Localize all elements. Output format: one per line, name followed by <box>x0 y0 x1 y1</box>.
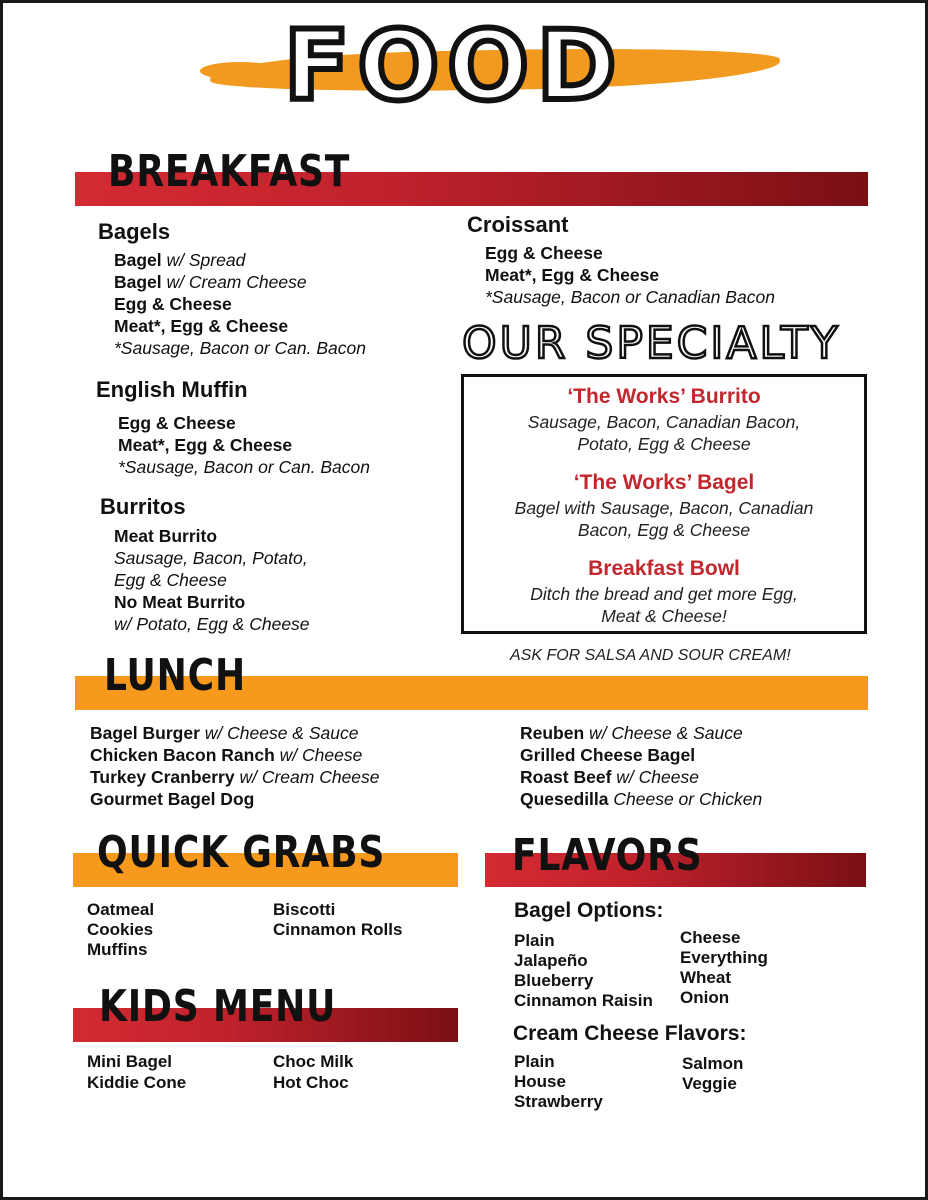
menu-item: Egg & Cheese <box>485 243 603 263</box>
specialty-item-name: ‘The Works’ Bagel <box>573 471 755 494</box>
specialty-item-desc: Bacon, Egg & Cheese <box>577 520 751 540</box>
menu-item: Choc Milk <box>273 1052 354 1071</box>
menu-item: Meat Burrito <box>114 526 218 546</box>
flavor-item: Salmon <box>682 1054 744 1073</box>
specialty-item-desc: Potato, Egg & Cheese <box>577 434 751 454</box>
menu-item: Roast Beef w/ Cheese <box>520 767 699 787</box>
quick-grabs-heading: QUICK GRABS <box>97 827 386 878</box>
menu-item: Bagel w/ Spread <box>114 250 246 270</box>
menu-item: Gourmet Bagel Dog <box>90 789 255 809</box>
menu-item: Hot Choc <box>273 1073 349 1092</box>
flavor-item: Plain <box>514 931 555 950</box>
menu-footnote: *Sausage, Bacon or Can. Bacon <box>114 338 366 358</box>
menu-item: Egg & Cheese <box>114 294 232 314</box>
menu-item: Meat*, Egg & Cheese <box>118 435 293 455</box>
orange-brush-tail <box>200 62 280 80</box>
menu-item: Egg & Cheese <box>118 413 236 433</box>
specialty-box <box>461 374 867 634</box>
menu-item: Biscotti <box>273 900 336 919</box>
menu-footnote: *Sausage, Bacon or Canadian Bacon <box>485 287 775 307</box>
menu-item: Bagel Burger w/ Cheese & Sauce <box>90 723 359 743</box>
breakfast-heading: BREAKFAST <box>108 146 351 197</box>
specialty-item-desc: Meat & Cheese! <box>601 606 727 626</box>
kids-menu-heading: KIDS MENU <box>99 981 337 1032</box>
flavor-item: House <box>514 1072 566 1091</box>
menu-desc: Sausage, Bacon, Potato, <box>114 548 308 568</box>
flavor-item: Everything <box>680 948 768 967</box>
specialty-item-name: Breakfast Bowl <box>588 557 740 580</box>
menu-item: Bagel w/ Cream Cheese <box>114 272 307 292</box>
flavor-item: Cheese <box>680 928 741 947</box>
flavor-item: Plain <box>514 1052 555 1071</box>
menu-item: Cookies <box>87 920 154 939</box>
menu-item: Reuben w/ Cheese & Sauce <box>520 723 743 743</box>
flavor-item: Wheat <box>680 968 731 987</box>
menu-desc: w/ Potato, Egg & Cheese <box>114 614 310 634</box>
menu-item: Cinnamon Rolls <box>273 920 403 939</box>
menu-item: Turkey Cranberry w/ Cream Cheese <box>90 767 380 787</box>
menu-item: Muffins <box>87 940 148 959</box>
salsa-note: ASK FOR SALSA AND SOUR CREAM! <box>510 647 791 664</box>
specialty-item-name: ‘The Works’ Burrito <box>567 385 761 408</box>
menu-item: Quesedilla Cheese or Chicken <box>520 789 763 809</box>
specialty-heading: OUR SPECIALTY <box>462 318 841 369</box>
bagels-heading: Bagels <box>98 219 171 244</box>
specialty-item-desc: Sausage, Bacon, Canadian Bacon, <box>527 412 801 432</box>
flavor-item: Onion <box>680 988 730 1007</box>
menu-item: Grilled Cheese Bagel <box>520 745 696 765</box>
menu-item: No Meat Burrito <box>114 592 246 612</box>
english-muffin-heading: English Muffin <box>96 377 248 402</box>
cream-cheese-heading: Cream Cheese Flavors: <box>513 1022 747 1045</box>
menu-desc: Egg & Cheese <box>114 570 227 590</box>
specialty-item-desc: Bagel with Sausage, Bacon, Canadian <box>514 498 814 518</box>
flavor-item: Strawberry <box>514 1092 603 1111</box>
menu-item: Mini Bagel <box>87 1052 173 1071</box>
menu-item: Kiddie Cone <box>87 1073 187 1092</box>
flavor-item: Jalapeño <box>514 951 588 970</box>
menu-item: Chicken Bacon Ranch w/ Cheese <box>90 745 363 765</box>
specialty-item-desc: Ditch the bread and get more Egg, <box>530 584 798 604</box>
burritos-heading: Burritos <box>100 494 186 519</box>
lunch-heading: LUNCH <box>104 650 246 701</box>
menu-item: Meat*, Egg & Cheese <box>485 265 660 285</box>
bagel-options-heading: Bagel Options: <box>514 899 664 922</box>
page-title: FOOD <box>284 10 625 122</box>
flavors-heading: FLAVORS <box>512 830 703 881</box>
croissant-heading: Croissant <box>467 212 569 237</box>
flavor-item: Cinnamon Raisin <box>514 991 653 1010</box>
menu-footnote: *Sausage, Bacon or Can. Bacon <box>118 457 370 477</box>
menu-item: Meat*, Egg & Cheese <box>114 316 289 336</box>
flavor-item: Veggie <box>682 1074 737 1093</box>
menu-item: Oatmeal <box>87 900 155 919</box>
flavor-item: Blueberry <box>514 971 594 990</box>
